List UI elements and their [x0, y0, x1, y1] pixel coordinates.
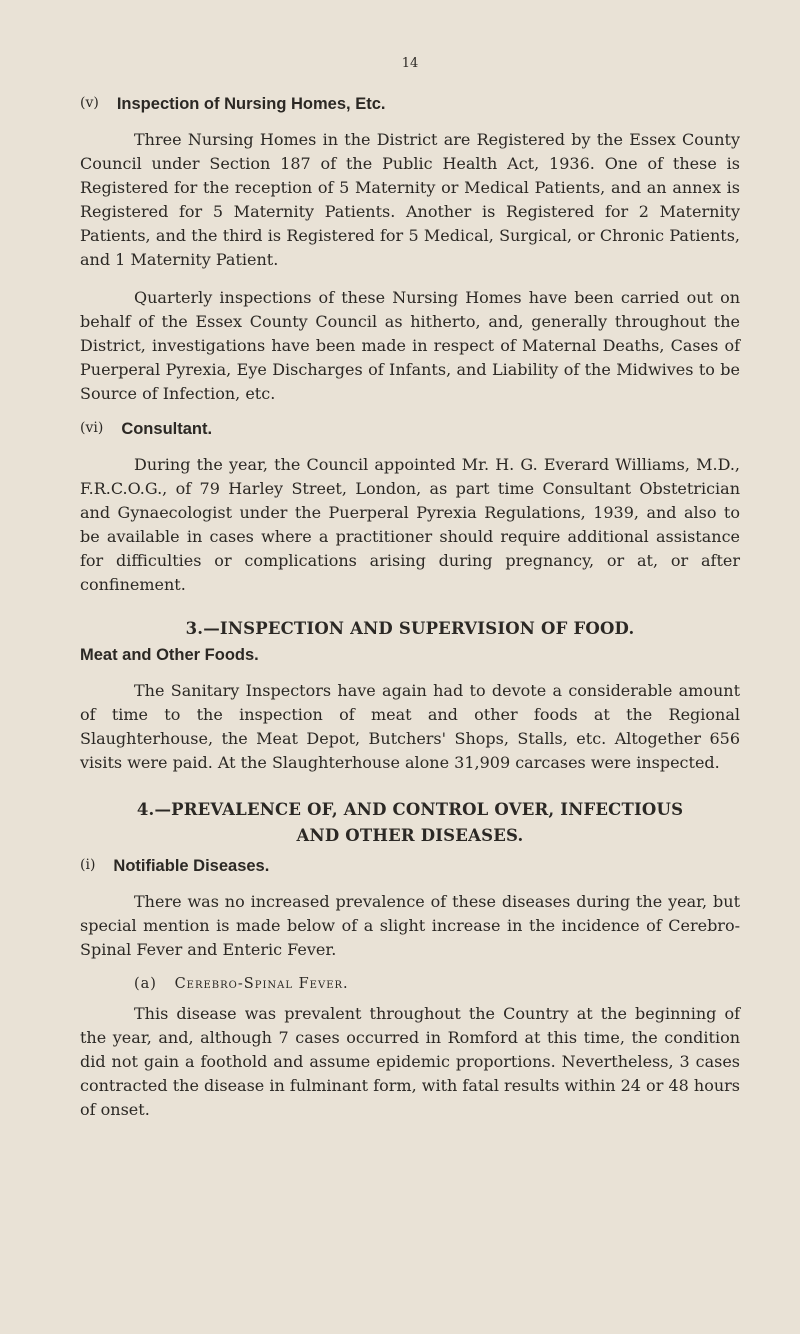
title-line-2: AND OTHER DISEASES. — [296, 826, 524, 845]
heading-text: Consultant. — [121, 420, 213, 438]
section-number: (vi) — [80, 420, 104, 436]
nursing-homes-heading — [80, 95, 740, 114]
subsection-number: (a) — [134, 976, 157, 992]
section-number: (v) — [80, 95, 99, 111]
food-paragraph: The Sanitary Inspectors have again had to devote a considerable amount of time to the inspection of meat and other foods at the Regional Slaughterhouse, the Meat Depot, Butchers' Shops, Stalls, etc. Altogether 656 visits were paid. At the Slaughterhouse alone 31,909 carcases were inspected. — [80, 681, 740, 772]
heading-text: Notifiable Diseases. — [113, 857, 270, 875]
section-number: (i) — [80, 857, 96, 873]
title-line-1: 4.—PREVALENCE OF, AND CONTROL OVER, INFECTIOUS — [136, 800, 684, 819]
food-section-title: 3.—INSPECTION AND SUPERVISION OF FOOD. — [185, 619, 635, 638]
consultant-paragraph: During the year, the Council appointed Mr. H. G. Everard Williams, M.D., F.R.C.O.G., of 79 Harley Street, London, as part time Consultant Obstetrician and Gynaecologist under the Puerperal Pyrexia Regulations, 1939, and also to be available in cases where a practitioner should require additional assistance for difficulties or complications arising during pregnancy, or at, or after confinement. — [80, 455, 740, 594]
consultant-heading — [80, 420, 740, 439]
heading-text: Meat and Other Foods. — [80, 646, 259, 664]
cerebro-spinal-heading — [134, 976, 740, 992]
diseases-section-title — [80, 797, 740, 849]
nursing-homes-paragraph-1: Three Nursing Homes in the District are Registered by the Essex County Council under Section 187 of the Public Health Act, 1936. One of these is Registered for the reception of 5 Maternity or Medical Patients, and an annex is Registered for 5 Maternity Patients. Another is Registered for 2 Maternity Patients, and the third is Registered for 5 Medical, Surgical, or Chronic Patients, and 1 Maternity Patient. — [80, 130, 740, 269]
page-number: 14 — [401, 56, 419, 71]
meat-foods-heading — [80, 646, 740, 665]
document-page — [80, 56, 740, 1136]
notifiable-diseases-paragraph: There was no increased prevalence of these diseases during the year, but special mention is made below of a slight increase in the incidence of Cerebro-Spinal Fever and Enteric Fever. — [80, 892, 740, 959]
nursing-homes-paragraph-2: Quarterly inspections of these Nursing Homes have been carried out on behalf of the Essex County Council as hitherto, and, generally throughout the District, investigations have been made in respect of Maternal Deaths, Cases of Puerperal Pyrexia, Eye Discharges of Infants, and Liability of the Midwives to be Source of Infection, etc. — [80, 288, 740, 403]
notifiable-diseases-heading — [80, 857, 740, 876]
heading-text: Cerebro-Spinal Fever. — [174, 976, 349, 992]
heading-text: Inspection of Nursing Homes, Etc. — [116, 95, 386, 113]
cerebro-spinal-paragraph: This disease was prevalent throughout the Country at the beginning of the year, and, although 7 cases occurred in Romford at this time, the condition did not gain a foothold and assume epidemic proportions. Nevertheless, 3 cases contracted the disease in fulminant form, with fatal results within 24 or 48 hours of onset. — [80, 1004, 740, 1119]
